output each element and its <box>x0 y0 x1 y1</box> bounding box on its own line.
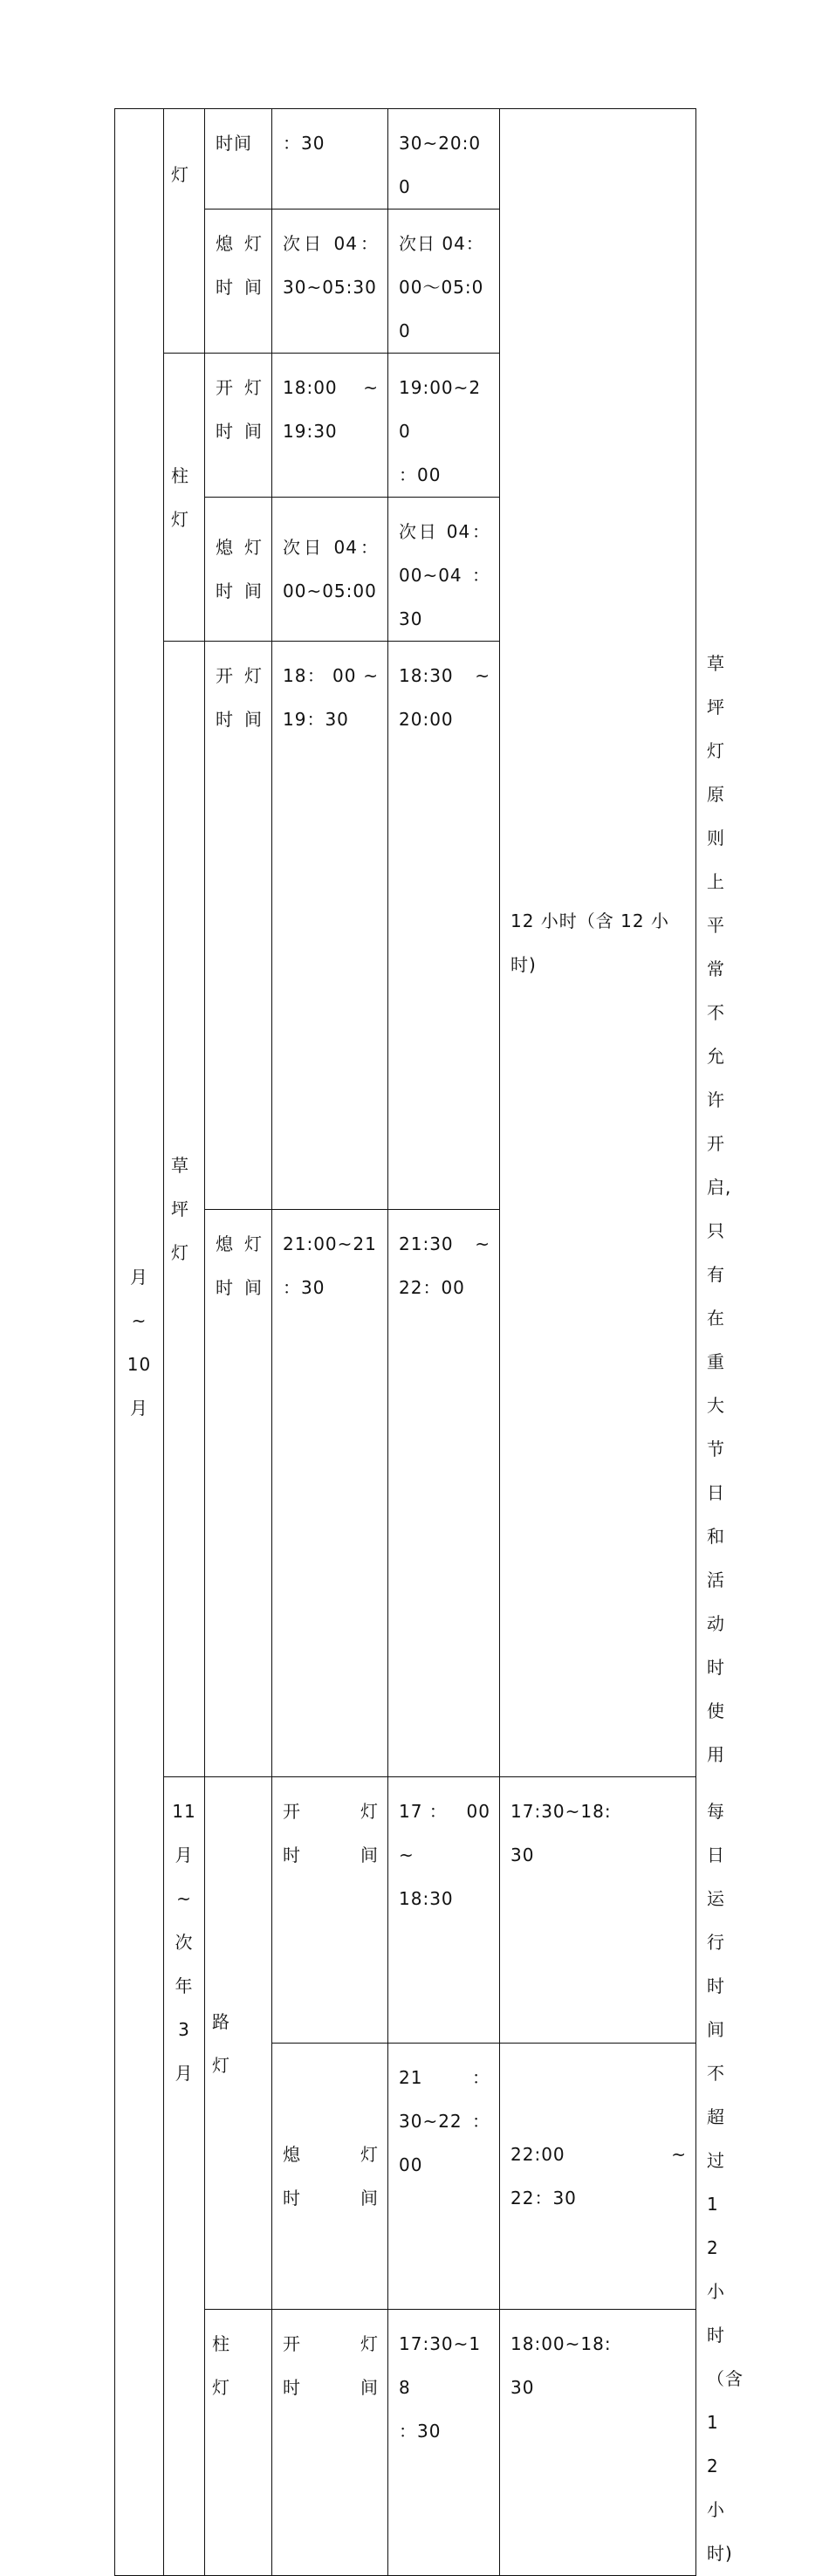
time-cell: 18： 00 ~ 19：30 <box>272 642 388 1210</box>
lamp-type-cell: 柱 灯 <box>205 2310 272 2576</box>
time-cell: 次日 04： 00~05:00 <box>272 498 388 642</box>
lamp-type-cell: 路 灯 <box>205 1777 272 2310</box>
month-range-cell: 11 月 ~ 次 年 3 月 <box>164 1777 205 2576</box>
lamp-type-cell: 灯 <box>164 109 205 354</box>
time-kind-cell: 熄 灯 时间 <box>272 2044 388 2310</box>
lamp-type-cell: 柱 灯 <box>164 354 205 642</box>
time-kind-cell: 熄 灯 时间 <box>205 498 272 642</box>
time-cell: 次日 04： 00～05:00 <box>388 210 500 354</box>
time-cell: 21:00~21 ：30 <box>272 1209 388 1777</box>
time-kind-cell: 熄 灯 时间 <box>205 1209 272 1777</box>
table-row: 11 月 ~ 次 年 3 月 路 灯 开 灯 时间 17： 00 ~ 18:30 17:30~18: 30 每日运行时间不超过 12 小时（含 12 小 时) <box>115 1777 696 2044</box>
lamp-type-cell: 草 坪 灯 <box>164 642 205 1777</box>
time-cell: 17:30~18: 30 <box>500 1777 696 2044</box>
time-cell: 18:00 ~ 19:30 <box>272 354 388 498</box>
time-cell: 30~20:00 <box>388 109 500 210</box>
time-cell: 18:30 ~ 20:00 <box>388 642 500 1210</box>
time-cell: 17:30~18 ：30 <box>388 2310 500 2576</box>
time-kind-cell: 开 灯 时间 <box>272 2310 388 2576</box>
time-cell: 18:00~18: 30 <box>500 2310 696 2576</box>
time-kind-cell: 开 灯 时间 <box>205 642 272 1210</box>
time-cell: 19:00~20 ：00 <box>388 354 500 498</box>
table-row <box>115 109 696 210</box>
time-cell: 21 ： 30~22 ： 00 <box>388 2044 500 2310</box>
time-kind-cell: 开 灯 时间 <box>272 1777 388 2044</box>
time-kind-cell: 熄 灯 时间 <box>205 210 272 354</box>
time-cell: 次日 04： 30~05:30 <box>272 210 388 354</box>
time-cell: 17： 00 ~ 18:30 <box>388 1777 500 2044</box>
remark-cell: 12 小时（含 12 小时) <box>500 109 696 1777</box>
time-cell: 21:30 ~ 22：00 <box>388 1209 500 1777</box>
table-row: 草 坪 灯 开 灯 时间 18： 00 ~ 19：30 18:30 ~ 20:00 草坪灯原则上平常不 允许开启,只有在重大 节日和活动时使用 <box>115 642 696 1210</box>
time-cell: 22:00 ~ 22：30 <box>500 2044 696 2310</box>
month-range-cell: 月 ~ 10 月 <box>115 109 164 2576</box>
time-cell: 次日 04： 00~04 ： 30 <box>388 498 500 642</box>
time-kind-cell: 开 灯 时间 <box>205 354 272 498</box>
time-kind-cell: 时间 <box>205 109 272 210</box>
lighting-schedule-table <box>114 108 743 2576</box>
time-cell: ：30 <box>272 109 388 210</box>
